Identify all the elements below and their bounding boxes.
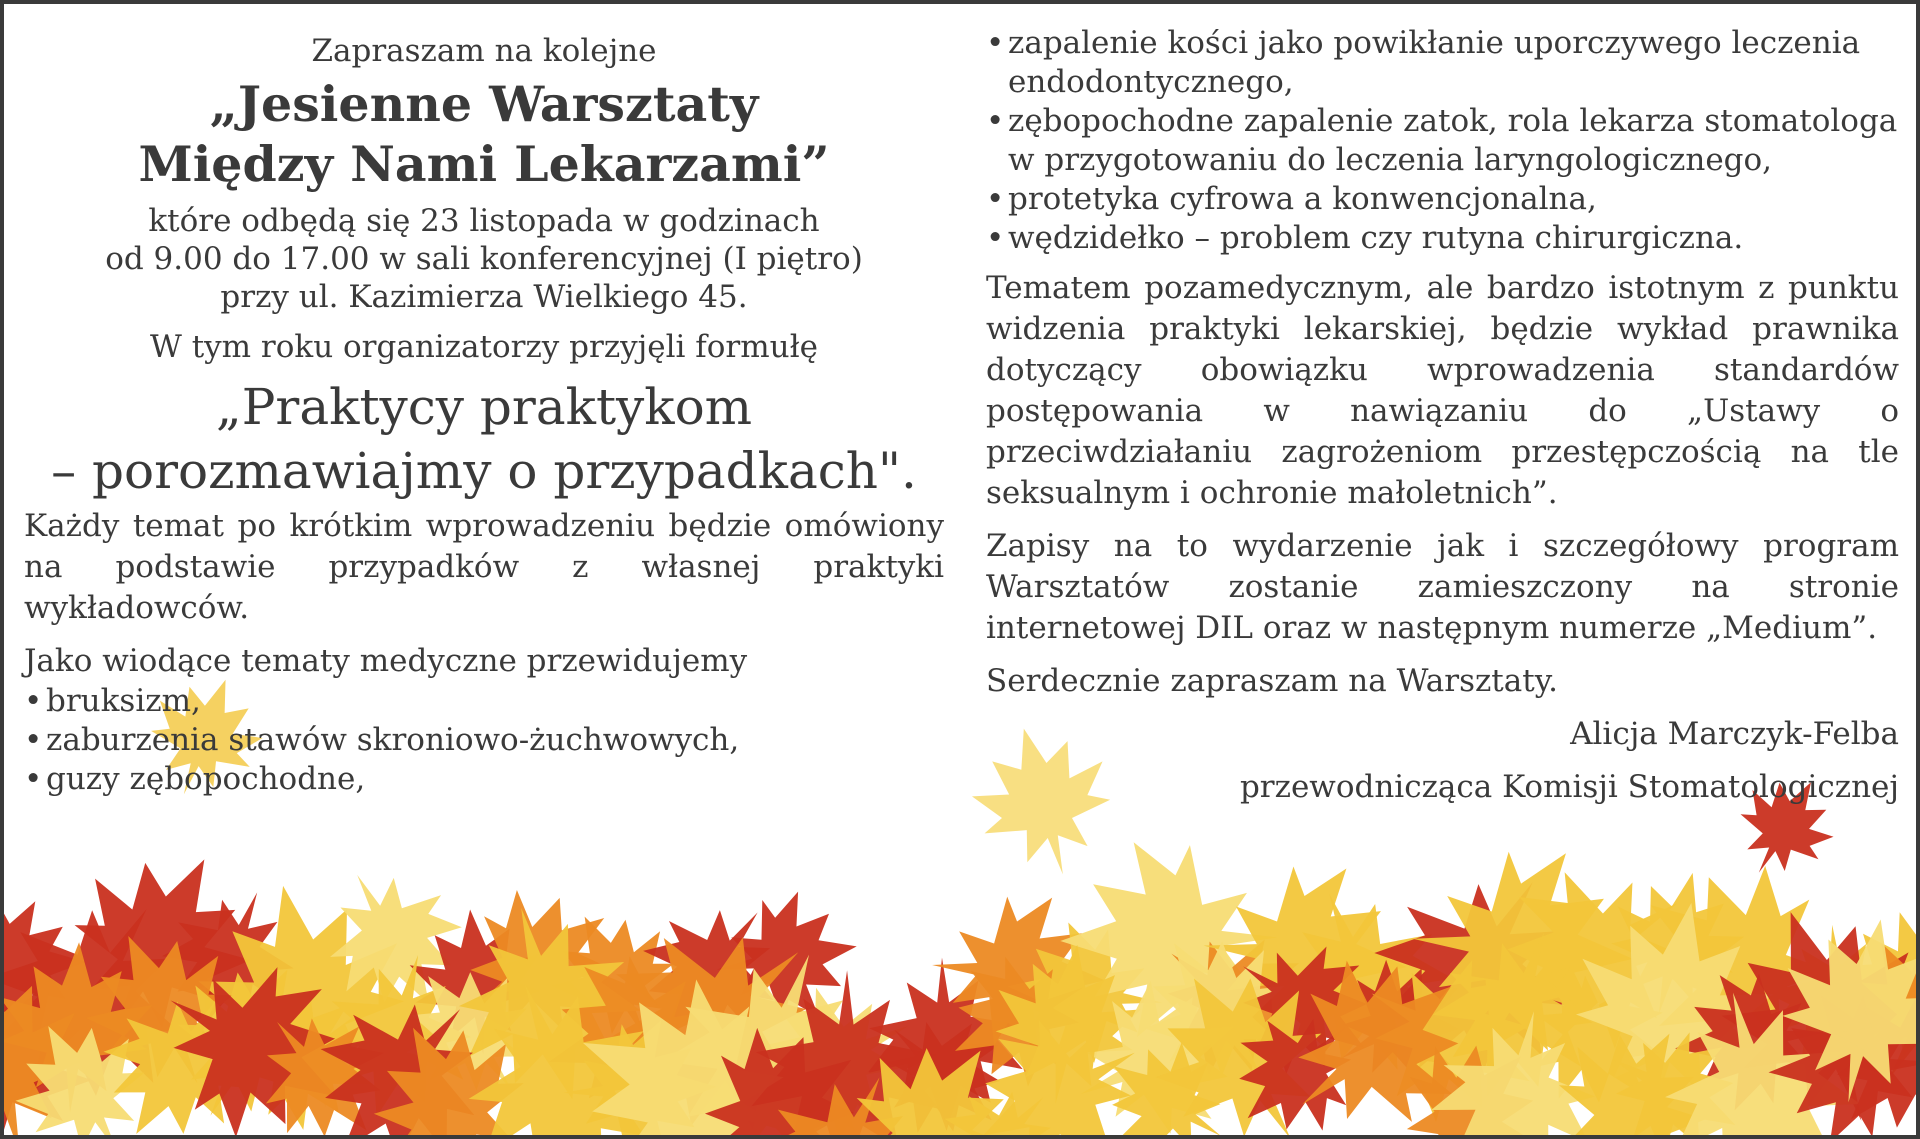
list-item: • guzy zębopochodne, bbox=[24, 760, 944, 799]
legal-lecture-paragraph: Tematem pozamedycznym, ale bardzo istotnym z punktu widzenia praktyki lekarskiej, będzie wykład prawnika dotyczący obowiązku wprowadzenia standardów postępowania w nawiązaniu do „Ustawy o przeciwdziałaniu zagrożeniom przestępczością na tle seksualnym i ochronie małoletnich”. bbox=[986, 270, 1899, 511]
list-item: • zapalenie kości jako powikłanie uporczywego leczenia endodontycznego, bbox=[986, 24, 1899, 102]
closing-text: Serdecznie zapraszam na Warsztaty. bbox=[986, 663, 1558, 699]
list-item: • protetyka cyfrowa a konwencjonalna, bbox=[986, 180, 1899, 219]
event-title-line2: Między Nami Lekarzami” bbox=[138, 135, 830, 193]
motto-line1: „Praktycy praktykom bbox=[215, 378, 753, 436]
list-item: • wędzidełko – problem czy rutyna chirurgiczna. bbox=[986, 219, 1899, 258]
motto-line2: – porozmawiajmy o przypadkach". bbox=[51, 442, 917, 500]
topics-list-left bbox=[24, 682, 944, 799]
intro-text: Zapraszam na kolejne bbox=[311, 33, 657, 69]
list-item: • zaburzenia stawów skroniowo-żuchwowych, bbox=[24, 721, 944, 760]
event-date-time: które odbędą się 23 listopada w godzinach bbox=[148, 203, 820, 239]
event-hours-room: od 9.00 do 17.00 w sali konferencyjnej (I piętro) bbox=[105, 241, 863, 277]
topics-list-right bbox=[986, 24, 1899, 258]
left-column bbox=[24, 24, 944, 809]
right-column bbox=[986, 24, 1899, 808]
signature-name: Alicja Marczyk-Felba bbox=[1570, 716, 1899, 752]
event-address: przy ul. Kazimierza Wielkiego 45. bbox=[220, 279, 748, 315]
format-description: Każdy temat po krótkim wprowadzeniu będzie omówiony na podstawie przypadków z własnej praktyki wykładowców. bbox=[24, 508, 944, 626]
signature-role: przewodnicząca Komisji Stomatologicznej bbox=[1239, 769, 1899, 805]
list-item: • zębopochodne zapalenie zatok, rola lekarza stomatologa w przygotowaniu do leczenia laryngologicznego, bbox=[986, 102, 1899, 180]
formula-intro: W tym roku organizatorzy przyjęli formułę bbox=[149, 329, 819, 365]
topics-intro: Jako wiodące tematy medyczne przewidujemy bbox=[24, 643, 748, 679]
event-title-line1: „Jesienne Warsztaty bbox=[209, 75, 759, 133]
list-item: • bruksizm, bbox=[24, 682, 944, 721]
signup-paragraph: Zapisy na to wydarzenie jak i szczegółowy program Warsztatów zostanie zamieszczony na stronie internetowej DIL oraz w następnym numerze „Medium”. bbox=[986, 528, 1899, 646]
